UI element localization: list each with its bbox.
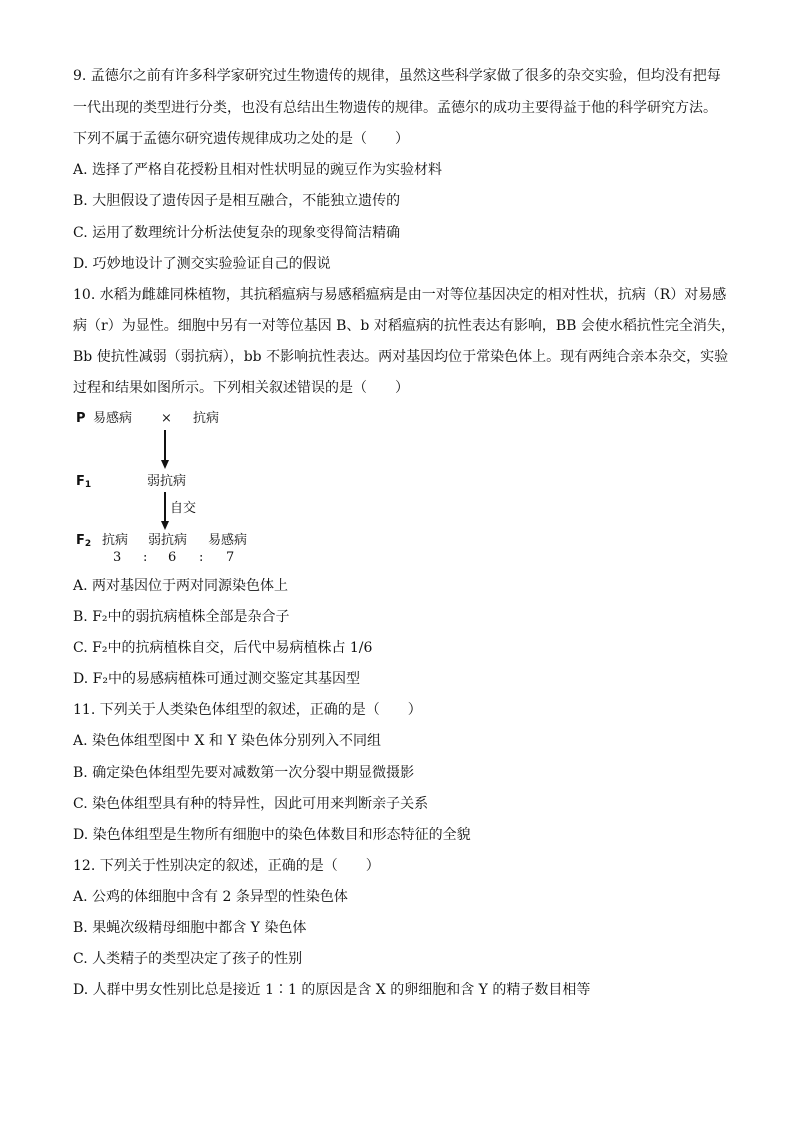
q10-option-c: C. F₂中的抗病植株自交，后代中易病植株占 1/6 (73, 640, 373, 656)
p-parent-resistant: 抗病 (193, 411, 220, 426)
q10-option-a: A. 两对基因位于两对同源染色体上 (73, 578, 289, 594)
q9-stem-line1: 9. 孟德尔之前有许多科学家研究过生物遗传的规律，虽然这些科学家做了很多的杂交实验，但均没有把每 (73, 68, 721, 84)
ratio-weak: 6 (168, 550, 177, 565)
arrow-f1-to-f2-head (161, 521, 169, 530)
f2-label-subscript: 2 (84, 539, 92, 549)
q12-option-d: D. 人群中男女性别比总是接近 1∶1 的原因是含 X 的卵细胞和含 Y 的精子数目相等 (73, 982, 591, 998)
f1-generation-label (76, 474, 91, 493)
q11-option-b: B. 确定染色体组型先要对减数第一次分裂中期显微摄影 (73, 765, 415, 781)
cross-symbol: × (161, 411, 172, 426)
q10-stem-line4: 过程和结果如图所示。下列相关叙述错误的是（ ） (73, 380, 409, 396)
f1-phenotype: 弱抗病 (147, 474, 187, 489)
q10-option-d: D. F₂中的易感病植株可通过测交鉴定其基因型 (73, 671, 360, 687)
q10-option-b: B. F₂中的弱抗病植株全部是杂合子 (73, 609, 290, 625)
q11-option-d: D. 染色体组型是生物所有细胞中的染色体数目和形态特征的全貌 (73, 827, 471, 843)
f2-label-text: F (76, 533, 85, 548)
f1-label-subscript: 1 (84, 480, 92, 490)
f1-label-text: F (76, 474, 85, 489)
q12-option-c: C. 人类精子的类型决定了孩子的性别 (73, 951, 303, 967)
selfing-label: 自交 (170, 501, 197, 516)
p-generation-label: P (76, 411, 86, 426)
arrow-p-to-f1-head (161, 460, 169, 469)
q9-stem-line3: 下列不属于孟德尔研究遗传规律成功之处的是（ ） (73, 131, 409, 147)
q11-stem: 11. 下列关于人类染色体组型的叙述，正确的是（ ） (73, 702, 422, 718)
arrow-p-to-f1-shaft (164, 430, 166, 462)
ratio-colon-1: : (143, 550, 148, 565)
f2-generation-label (76, 533, 91, 552)
q11-option-c: C. 染色体组型具有种的特异性，因此可用来判断亲子关系 (73, 796, 429, 812)
q10-stem-line3: Bb 使抗性减弱（弱抗病），bb 不影响抗性表达。两对基因均位于常染色体上。现有两纯合亲本杂交，实验 (73, 349, 729, 365)
f2-phenotype-weak: 弱抗病 (148, 533, 188, 548)
q10-stem-line2: 病（r）为显性。细胞中另有一对等位基因 B、b 对稻瘟病的抗性表达有影响，BB 会使水稻抗性完全消失， (73, 318, 735, 334)
ratio-susceptible: 7 (226, 550, 235, 565)
arrow-f1-to-f2-shaft (164, 492, 166, 523)
p-parent-susceptible: 易感病 (93, 411, 133, 426)
q9-option-d: D. 巧妙地设计了测交实验验证自己的假说 (73, 256, 331, 272)
q9-option-c: C. 运用了数理统计分析法使复杂的现象变得简洁精确 (73, 225, 401, 241)
q12-option-b: B. 果蝇次级精母细胞中都含 Y 染色体 (73, 920, 307, 936)
q9-stem-line2: 一代出现的类型进行分类，也没有总结出生物遗传的规律。孟德尔的成功主要得益于他的科学研究方法。 (73, 100, 717, 116)
ratio-resistant: 3 (113, 550, 122, 565)
ratio-colon-2: : (199, 550, 204, 565)
q12-option-a: A. 公鸡的体细胞中含有 2 条异型的性染色体 (73, 889, 348, 905)
q9-option-a: A. 选择了严格自花授粉且相对性状明显的豌豆作为实验材料 (73, 162, 443, 178)
q9-option-b: B. 大胆假设了遗传因子是相互融合，不能独立遗传的 (73, 193, 401, 209)
q11-option-a: A. 染色体组型图中 X 和 Y 染色体分别列入不同组 (73, 733, 382, 749)
q10-stem-line1: 10. 水稻为雌雄同株植物，其抗稻瘟病与易感稻瘟病是由一对等位基因决定的相对性状，抗病（R）对易感 (73, 287, 727, 303)
f2-phenotype-susceptible: 易感病 (208, 533, 248, 548)
f2-phenotype-resistant: 抗病 (102, 533, 129, 548)
q12-stem: 12. 下列关于性别决定的叙述，正确的是（ ） (73, 858, 380, 874)
